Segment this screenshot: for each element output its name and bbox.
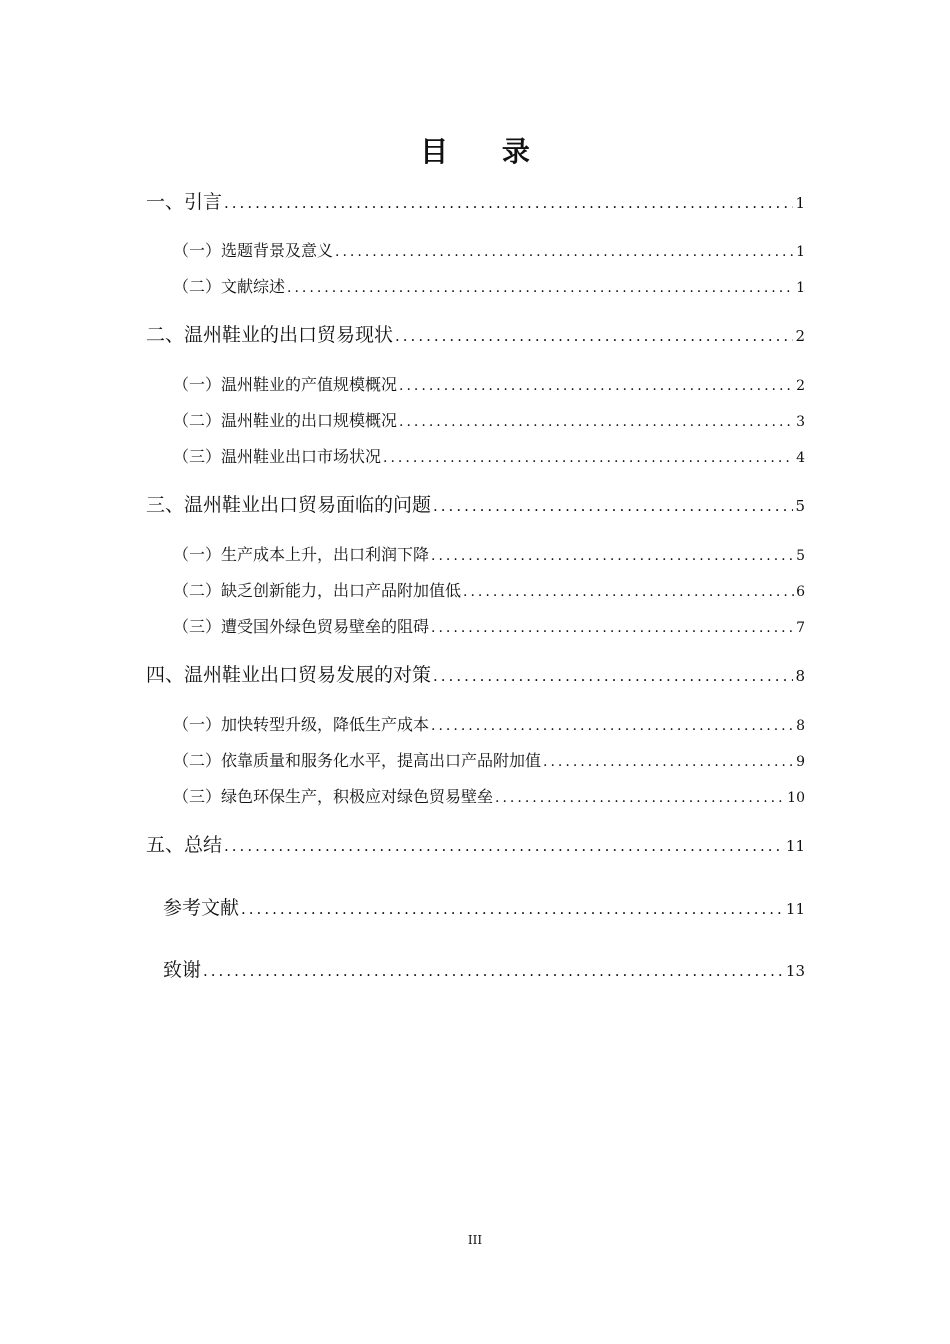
toc-entry-green-barriers[interactable] xyxy=(173,614,805,640)
page-title: 目 录 xyxy=(420,135,552,168)
toc-dot-leader xyxy=(431,615,794,641)
toc-entry-label: 二、温州鞋业的出口贸易现状 xyxy=(146,324,394,346)
toc-entry-lack-innovation[interactable] xyxy=(173,578,805,604)
toc-entry-label: 致谢 xyxy=(163,959,202,981)
toc-dot-leader xyxy=(395,321,793,351)
toc-page-number: 5 xyxy=(795,497,805,515)
toc-page-number: 9 xyxy=(796,754,805,770)
toc-entry-label: （一）生产成本上升，出口利润下降 xyxy=(173,545,430,564)
toc-dot-leader xyxy=(224,188,793,218)
toc-dot-leader xyxy=(463,579,794,605)
toc-dot-leader xyxy=(224,831,784,861)
toc-dot-leader xyxy=(433,661,793,691)
toc-page-number: 11 xyxy=(785,837,805,855)
toc-entry-countermeasures[interactable] xyxy=(146,660,805,690)
toc-dot-leader xyxy=(203,956,784,986)
page-number: III xyxy=(467,1233,483,1247)
toc-page-number: 1 xyxy=(795,194,805,212)
toc-dot-leader xyxy=(431,713,794,739)
toc-page-number: 2 xyxy=(795,327,805,345)
toc-entry-acknowledgements[interactable] xyxy=(163,955,805,985)
toc-entry-label: （一）温州鞋业的产值规模概况 xyxy=(173,375,398,394)
toc-entry-label: （三）绿色环保生产，积极应对绿色贸易壁垒 xyxy=(173,787,494,806)
toc-entry-label: （三）温州鞋业出口市场状况 xyxy=(173,447,382,466)
toc-dot-leader xyxy=(399,373,794,399)
toc-entry-export-market[interactable] xyxy=(173,444,805,470)
toc-entry-label: （三）遭受国外绿色贸易壁垒的阻碍 xyxy=(173,617,430,636)
toc-entry-introduction[interactable] xyxy=(146,187,805,217)
toc-dot-leader xyxy=(241,894,784,924)
toc-entry-label: （二）温州鞋业的出口规模概况 xyxy=(173,411,398,430)
toc-page-number: 11 xyxy=(785,900,805,918)
toc-page-number: 6 xyxy=(796,584,805,600)
toc-page-number: 4 xyxy=(796,450,805,466)
toc-entry-problems[interactable] xyxy=(146,490,805,520)
toc-entry-summary[interactable] xyxy=(146,830,805,860)
toc-entry-label: 四、温州鞋业出口贸易发展的对策 xyxy=(146,664,432,686)
toc-dot-leader xyxy=(287,275,794,301)
toc-page-number: 2 xyxy=(796,378,805,394)
toc-entry-export-scale[interactable] xyxy=(173,408,805,434)
toc-entry-references[interactable] xyxy=(163,893,805,923)
toc-entry-label: 一、引言 xyxy=(146,191,223,213)
toc-dot-leader xyxy=(399,409,794,435)
toc-dot-leader xyxy=(433,491,793,521)
toc-entry-quality-service[interactable] xyxy=(173,748,805,774)
toc-page-number: 8 xyxy=(796,718,805,734)
toc-entry-rising-costs[interactable] xyxy=(173,542,805,568)
toc-entry-label: 五、总结 xyxy=(146,834,223,856)
toc-entry-background[interactable] xyxy=(173,238,805,264)
toc-dot-leader xyxy=(495,785,785,811)
toc-entry-label: 参考文献 xyxy=(163,897,240,919)
toc-entry-label: （二）文献综述 xyxy=(173,277,286,296)
toc-dot-leader xyxy=(335,239,794,265)
toc-entry-label: （二）依靠质量和服务化水平，提高出口产品附加值 xyxy=(173,751,542,770)
toc-entry-upgrade[interactable] xyxy=(173,712,805,738)
toc-dot-leader xyxy=(383,445,794,471)
toc-page-number: 1 xyxy=(796,280,805,296)
toc-entry-output-scale[interactable] xyxy=(173,372,805,398)
toc-page-number: 13 xyxy=(785,962,805,980)
toc-entry-label: 三、温州鞋业出口贸易面临的问题 xyxy=(146,494,432,516)
toc-entry-label: （二）缺乏创新能力，出口产品附加值低 xyxy=(173,581,462,600)
toc-page-number: 10 xyxy=(787,790,805,806)
toc-entry-export-status[interactable] xyxy=(146,320,805,350)
toc-entry-label: （一）加快转型升级，降低生产成本 xyxy=(173,715,430,734)
toc-dot-leader xyxy=(431,543,794,569)
toc-page-number: 7 xyxy=(796,620,805,636)
toc-entry-label: （一）选题背景及意义 xyxy=(173,241,334,260)
toc-page-number: 1 xyxy=(796,244,805,260)
toc-entry-green-production[interactable] xyxy=(173,784,805,810)
toc-page-number: 8 xyxy=(795,667,805,685)
toc-page-number: 5 xyxy=(796,548,805,564)
toc-entry-literature-review[interactable] xyxy=(173,274,805,300)
toc-dot-leader xyxy=(543,749,794,775)
toc-page-number: 3 xyxy=(796,414,805,430)
